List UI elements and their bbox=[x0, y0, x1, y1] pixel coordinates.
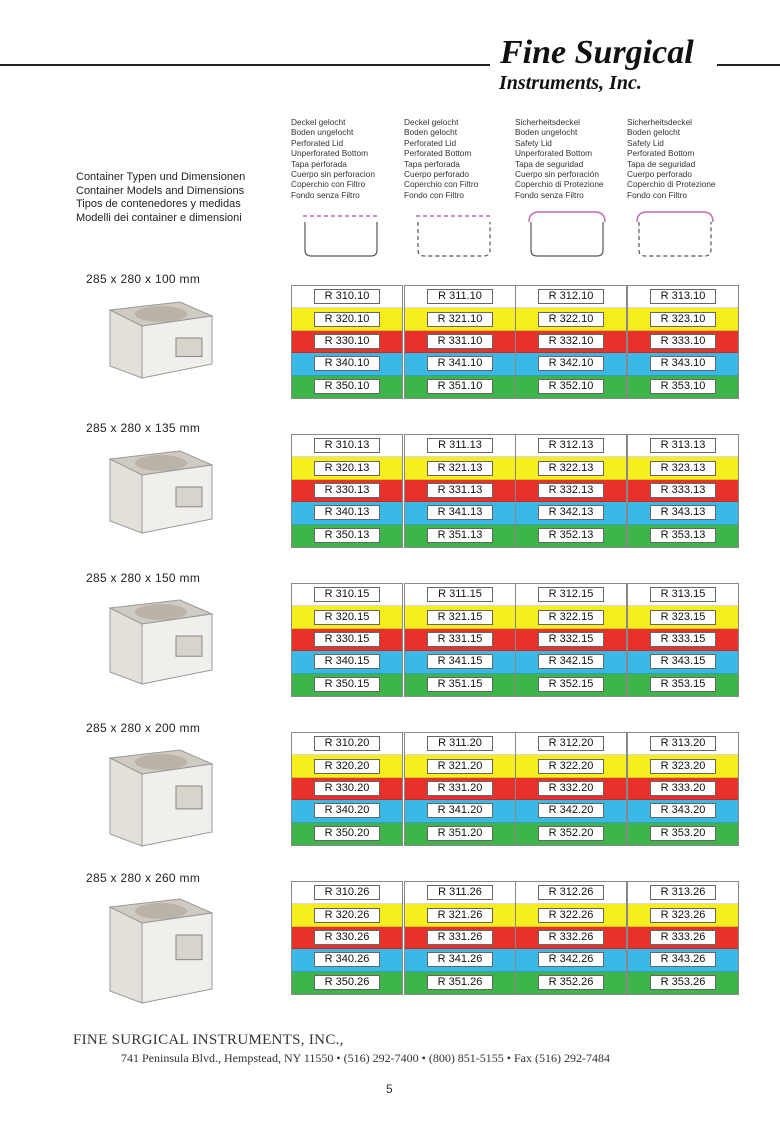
color-band bbox=[405, 800, 515, 822]
column-heading-line: Unperforated Bottom bbox=[515, 148, 593, 159]
article-code: R 342.20 bbox=[538, 803, 604, 818]
color-band bbox=[628, 308, 738, 330]
article-code: R 323.26 bbox=[650, 908, 716, 923]
article-code: R 332.15 bbox=[538, 632, 604, 647]
color-band bbox=[516, 904, 626, 926]
article-code: R 313.26 bbox=[650, 885, 716, 900]
article-code: R 351.10 bbox=[427, 379, 493, 394]
column-heading-line: Tapa de seguridad bbox=[627, 158, 696, 169]
color-band bbox=[628, 435, 738, 457]
column-heading-line: Cuerpo perforado bbox=[627, 169, 693, 180]
article-code: R 312.13 bbox=[538, 438, 604, 453]
article-code: R 330.26 bbox=[314, 930, 380, 945]
color-band bbox=[516, 435, 626, 457]
article-code: R 351.13 bbox=[427, 528, 493, 543]
article-code: R 350.15 bbox=[314, 677, 380, 692]
column-heading-line: Cuerpo sin perforacion bbox=[291, 169, 375, 180]
article-code: R 313.10 bbox=[650, 289, 716, 304]
size-label: 285 x 280 x 150 mm bbox=[86, 571, 201, 585]
column-heading-line: Cuerpo perforado bbox=[404, 169, 470, 180]
article-code: R 342.10 bbox=[538, 356, 604, 371]
color-band bbox=[516, 584, 626, 606]
article-code: R 330.10 bbox=[314, 334, 380, 349]
article-code: R 312.15 bbox=[538, 587, 604, 602]
column-heading-4 bbox=[627, 117, 745, 200]
article-code: R 330.13 bbox=[314, 483, 380, 498]
article-code: R 320.10 bbox=[314, 312, 380, 327]
column-heading-line: Boden gelocht bbox=[627, 127, 681, 138]
column-heading-line: Tapa de seguridad bbox=[515, 158, 584, 169]
color-band bbox=[292, 778, 402, 800]
code-group bbox=[627, 583, 739, 697]
color-band bbox=[292, 972, 402, 994]
column-heading-line: Boden ungelocht bbox=[515, 127, 578, 138]
color-band bbox=[516, 800, 626, 822]
color-band bbox=[628, 651, 738, 673]
color-band bbox=[292, 286, 402, 308]
article-code: R 312.26 bbox=[538, 885, 604, 900]
column-heading-line: Boden ungelocht bbox=[291, 127, 354, 138]
column-heading-line: Deckel gelocht bbox=[404, 117, 459, 127]
color-band bbox=[405, 972, 515, 994]
color-band bbox=[516, 480, 626, 502]
article-code: R 342.13 bbox=[538, 505, 604, 520]
color-band bbox=[405, 949, 515, 971]
color-band bbox=[516, 674, 626, 696]
article-code: R 310.20 bbox=[314, 736, 380, 751]
code-group bbox=[291, 732, 403, 846]
article-code: R 311.26 bbox=[427, 885, 493, 900]
color-band bbox=[292, 949, 402, 971]
article-code: R 310.13 bbox=[314, 438, 380, 453]
color-band bbox=[292, 882, 402, 904]
column-heading-line: Deckel gelocht bbox=[291, 117, 346, 127]
article-code: R 341.10 bbox=[427, 356, 493, 371]
article-code: R 333.13 bbox=[650, 483, 716, 498]
article-code: R 333.20 bbox=[650, 781, 716, 796]
article-code: R 350.10 bbox=[314, 379, 380, 394]
color-band bbox=[516, 525, 626, 547]
color-band bbox=[405, 606, 515, 628]
column-heading-line: Coperchio di Protezione bbox=[627, 179, 716, 190]
article-code: R 340.26 bbox=[314, 952, 380, 967]
article-code: R 353.20 bbox=[650, 826, 716, 841]
container-photo bbox=[100, 895, 218, 1007]
color-band bbox=[405, 651, 515, 673]
article-code: R 321.26 bbox=[427, 908, 493, 923]
article-code: R 331.26 bbox=[427, 930, 493, 945]
article-code: R 322.26 bbox=[538, 908, 604, 923]
color-band bbox=[628, 949, 738, 971]
section-heading bbox=[76, 171, 245, 225]
color-band bbox=[628, 502, 738, 524]
color-band bbox=[516, 755, 626, 777]
color-band bbox=[405, 376, 515, 398]
size-label: 285 x 280 x 100 mm bbox=[86, 272, 201, 286]
color-band bbox=[292, 629, 402, 651]
color-band bbox=[516, 629, 626, 651]
article-code: R 340.15 bbox=[314, 654, 380, 669]
column-heading-line: Tapa perforada bbox=[291, 158, 347, 169]
column-heading-line: Sicherheitsdeckel bbox=[627, 117, 693, 127]
column-heading-1 bbox=[291, 117, 409, 200]
container-outline-icon bbox=[412, 206, 496, 262]
column-heading-line: Sicherheitsdeckel bbox=[515, 117, 581, 127]
color-band bbox=[628, 733, 738, 755]
color-band bbox=[516, 502, 626, 524]
color-band bbox=[292, 733, 402, 755]
color-band bbox=[628, 904, 738, 926]
color-band bbox=[405, 882, 515, 904]
code-group bbox=[515, 583, 627, 697]
column-heading-line: Fondo senza Filtro bbox=[291, 189, 360, 200]
column-heading-line: Cuerpo sin perforación bbox=[515, 169, 599, 180]
brand-subtitle: Instruments, Inc. bbox=[499, 72, 642, 94]
color-band bbox=[405, 308, 515, 330]
color-band bbox=[405, 755, 515, 777]
article-code: R 330.20 bbox=[314, 781, 380, 796]
color-band bbox=[628, 927, 738, 949]
color-band bbox=[405, 331, 515, 353]
article-code: R 332.10 bbox=[538, 334, 604, 349]
article-code: R 323.15 bbox=[650, 610, 716, 625]
code-group bbox=[404, 583, 516, 697]
color-band bbox=[292, 904, 402, 926]
article-code: R 322.20 bbox=[538, 759, 604, 774]
article-code: R 352.15 bbox=[538, 677, 604, 692]
color-band bbox=[628, 882, 738, 904]
color-band bbox=[405, 927, 515, 949]
color-band bbox=[516, 949, 626, 971]
article-code: R 312.20 bbox=[538, 736, 604, 751]
color-band bbox=[405, 778, 515, 800]
color-band bbox=[628, 353, 738, 375]
column-heading-line: Coperchio con Filtro bbox=[291, 179, 366, 190]
color-band bbox=[292, 823, 402, 845]
color-band bbox=[405, 435, 515, 457]
article-code: R 310.10 bbox=[314, 289, 380, 304]
column-heading-line: Coperchio di Protezione bbox=[515, 179, 604, 190]
color-band bbox=[516, 457, 626, 479]
article-code: R 343.15 bbox=[650, 654, 716, 669]
article-code: R 340.13 bbox=[314, 505, 380, 520]
color-band bbox=[292, 674, 402, 696]
container-photo bbox=[100, 447, 218, 537]
container-photo bbox=[100, 596, 218, 688]
color-band bbox=[405, 502, 515, 524]
article-code: R 350.26 bbox=[314, 975, 380, 990]
article-code: R 332.20 bbox=[538, 781, 604, 796]
column-heading-line: Safety Lid bbox=[515, 137, 552, 148]
article-code: R 311.10 bbox=[427, 289, 493, 304]
color-band bbox=[628, 606, 738, 628]
color-band bbox=[516, 651, 626, 673]
code-group bbox=[515, 434, 627, 548]
code-group bbox=[291, 583, 403, 697]
header-rule-left bbox=[0, 64, 490, 66]
size-label: 285 x 280 x 200 mm bbox=[86, 721, 201, 735]
column-heading-line: Unperforated Bottom bbox=[291, 148, 369, 159]
article-code: R 310.15 bbox=[314, 587, 380, 602]
article-code: R 323.13 bbox=[650, 461, 716, 476]
code-group bbox=[627, 732, 739, 846]
article-code: R 352.26 bbox=[538, 975, 604, 990]
heading-line-es: Tipos de contenedores y medidas bbox=[76, 198, 241, 210]
size-label: 285 x 280 x 135 mm bbox=[86, 421, 201, 435]
color-band bbox=[292, 435, 402, 457]
color-band bbox=[292, 755, 402, 777]
article-code: R 331.20 bbox=[427, 781, 493, 796]
color-band bbox=[516, 376, 626, 398]
color-band bbox=[628, 376, 738, 398]
code-group bbox=[404, 732, 516, 846]
color-band bbox=[628, 480, 738, 502]
color-band bbox=[292, 502, 402, 524]
article-code: R 320.26 bbox=[314, 908, 380, 923]
color-band bbox=[405, 525, 515, 547]
code-group bbox=[404, 285, 516, 399]
column-heading-3 bbox=[515, 117, 633, 200]
article-code: R 331.15 bbox=[427, 632, 493, 647]
article-code: R 333.26 bbox=[650, 930, 716, 945]
color-band bbox=[405, 480, 515, 502]
code-group bbox=[515, 732, 627, 846]
color-band bbox=[516, 606, 626, 628]
article-code: R 320.13 bbox=[314, 461, 380, 476]
footer-address: 741 Peninsula Blvd., Hempstead, NY 11550 • (516) 292-7400 • (800) 851-5155 • Fax (516) 292-7484 bbox=[121, 1051, 610, 1065]
article-code: R 332.13 bbox=[538, 483, 604, 498]
color-band bbox=[292, 927, 402, 949]
code-group bbox=[291, 434, 403, 548]
heading-line-en: Container Models and Dimensions bbox=[76, 184, 245, 197]
column-heading-line: Perforated Bottom bbox=[404, 148, 472, 159]
color-band bbox=[628, 778, 738, 800]
article-code: R 341.15 bbox=[427, 654, 493, 669]
article-code: R 330.15 bbox=[314, 632, 380, 647]
article-code: R 351.20 bbox=[427, 826, 493, 841]
column-heading-line: Fondo con Filtro bbox=[627, 189, 687, 200]
color-band bbox=[516, 353, 626, 375]
color-band bbox=[628, 755, 738, 777]
color-band bbox=[628, 525, 738, 547]
code-group bbox=[627, 434, 739, 548]
color-band bbox=[292, 353, 402, 375]
color-band bbox=[516, 778, 626, 800]
color-band bbox=[516, 927, 626, 949]
container-outline-icon bbox=[525, 206, 609, 262]
article-code: R 343.13 bbox=[650, 505, 716, 520]
article-code: R 320.20 bbox=[314, 759, 380, 774]
article-code: R 352.13 bbox=[538, 528, 604, 543]
code-group bbox=[404, 434, 516, 548]
color-band bbox=[405, 629, 515, 651]
article-code: R 331.13 bbox=[427, 483, 493, 498]
article-code: R 341.20 bbox=[427, 803, 493, 818]
article-code: R 313.20 bbox=[650, 736, 716, 751]
container-outline-icon bbox=[633, 206, 717, 262]
article-code: R 342.15 bbox=[538, 654, 604, 669]
code-group bbox=[627, 881, 739, 995]
brand-title: Fine Surgical bbox=[500, 34, 694, 71]
color-band bbox=[292, 457, 402, 479]
color-band bbox=[628, 823, 738, 845]
column-heading-line: Perforated Bottom bbox=[627, 148, 695, 159]
article-code: R 331.10 bbox=[427, 334, 493, 349]
article-code: R 343.10 bbox=[650, 356, 716, 371]
header-rule-right bbox=[717, 64, 780, 66]
color-band bbox=[628, 972, 738, 994]
article-code: R 321.20 bbox=[427, 759, 493, 774]
column-heading-line: Tapa perforada bbox=[404, 158, 460, 169]
column-heading-line: Fondo con Filtro bbox=[404, 189, 464, 200]
color-band bbox=[516, 286, 626, 308]
article-code: R 313.15 bbox=[650, 587, 716, 602]
color-band bbox=[628, 584, 738, 606]
article-code: R 320.15 bbox=[314, 610, 380, 625]
article-code: R 312.10 bbox=[538, 289, 604, 304]
color-band bbox=[628, 331, 738, 353]
article-code: R 340.20 bbox=[314, 803, 380, 818]
color-band bbox=[628, 800, 738, 822]
color-band bbox=[292, 525, 402, 547]
article-code: R 351.15 bbox=[427, 677, 493, 692]
color-band bbox=[405, 584, 515, 606]
article-code: R 322.13 bbox=[538, 461, 604, 476]
code-group bbox=[404, 881, 516, 995]
article-code: R 341.13 bbox=[427, 505, 493, 520]
article-code: R 351.26 bbox=[427, 975, 493, 990]
color-band bbox=[292, 376, 402, 398]
color-band bbox=[628, 629, 738, 651]
article-code: R 323.10 bbox=[650, 312, 716, 327]
article-code: R 353.13 bbox=[650, 528, 716, 543]
color-band bbox=[516, 308, 626, 330]
color-band bbox=[405, 286, 515, 308]
code-group bbox=[291, 285, 403, 399]
article-code: R 353.15 bbox=[650, 677, 716, 692]
article-code: R 333.10 bbox=[650, 334, 716, 349]
article-code: R 343.20 bbox=[650, 803, 716, 818]
code-group bbox=[515, 881, 627, 995]
article-code: R 321.13 bbox=[427, 461, 493, 476]
container-outline-icon bbox=[299, 206, 383, 262]
article-code: R 311.13 bbox=[427, 438, 493, 453]
column-heading-line: Perforated Lid bbox=[291, 137, 344, 148]
article-code: R 321.10 bbox=[427, 312, 493, 327]
article-code: R 332.26 bbox=[538, 930, 604, 945]
article-code: R 352.10 bbox=[538, 379, 604, 394]
column-heading-line: Safety Lid bbox=[627, 137, 664, 148]
article-code: R 343.26 bbox=[650, 952, 716, 967]
article-code: R 313.13 bbox=[650, 438, 716, 453]
code-group bbox=[291, 881, 403, 995]
article-code: R 340.10 bbox=[314, 356, 380, 371]
column-heading-line: Boden gelocht bbox=[404, 127, 458, 138]
color-band bbox=[292, 651, 402, 673]
heading-line-it: Modelli dei container e dimensioni bbox=[76, 211, 242, 224]
color-band bbox=[405, 733, 515, 755]
color-band bbox=[405, 674, 515, 696]
article-code: R 333.15 bbox=[650, 632, 716, 647]
article-code: R 350.20 bbox=[314, 826, 380, 841]
article-code: R 321.15 bbox=[427, 610, 493, 625]
color-band bbox=[516, 733, 626, 755]
column-heading-2 bbox=[404, 117, 522, 200]
color-band bbox=[516, 972, 626, 994]
article-code: R 311.20 bbox=[427, 736, 493, 751]
article-code: R 353.26 bbox=[650, 975, 716, 990]
color-band bbox=[516, 331, 626, 353]
article-code: R 323.20 bbox=[650, 759, 716, 774]
color-band bbox=[628, 457, 738, 479]
article-code: R 352.20 bbox=[538, 826, 604, 841]
container-photo bbox=[100, 746, 218, 850]
color-band bbox=[292, 308, 402, 330]
article-code: R 341.26 bbox=[427, 952, 493, 967]
article-code: R 350.13 bbox=[314, 528, 380, 543]
color-band bbox=[405, 353, 515, 375]
heading-line-de: Container Typen und Dimensionen bbox=[76, 171, 246, 183]
color-band bbox=[405, 823, 515, 845]
article-code: R 342.26 bbox=[538, 952, 604, 967]
column-heading-line: Coperchio con Filtro bbox=[404, 179, 479, 190]
column-heading-line: Perforated Lid bbox=[404, 137, 457, 148]
column-heading-line: Fondo senza Filtro bbox=[515, 189, 584, 200]
article-code: R 322.10 bbox=[538, 312, 604, 327]
color-band bbox=[405, 904, 515, 926]
size-label: 285 x 280 x 260 mm bbox=[86, 871, 201, 885]
color-band bbox=[292, 480, 402, 502]
color-band bbox=[516, 823, 626, 845]
code-group bbox=[515, 285, 627, 399]
color-band bbox=[292, 800, 402, 822]
article-code: R 353.10 bbox=[650, 379, 716, 394]
code-group bbox=[627, 285, 739, 399]
color-band bbox=[292, 584, 402, 606]
article-code: R 310.26 bbox=[314, 885, 380, 900]
footer-company: FINE SURGICAL INSTRUMENTS, INC., bbox=[73, 1032, 344, 1048]
color-band bbox=[292, 331, 402, 353]
color-band bbox=[628, 674, 738, 696]
color-band bbox=[405, 457, 515, 479]
article-code: R 311.15 bbox=[427, 587, 493, 602]
container-photo bbox=[100, 298, 218, 382]
color-band bbox=[516, 882, 626, 904]
color-band bbox=[292, 606, 402, 628]
article-code: R 322.15 bbox=[538, 610, 604, 625]
page-number: 5 bbox=[386, 1082, 393, 1096]
color-band bbox=[628, 286, 738, 308]
